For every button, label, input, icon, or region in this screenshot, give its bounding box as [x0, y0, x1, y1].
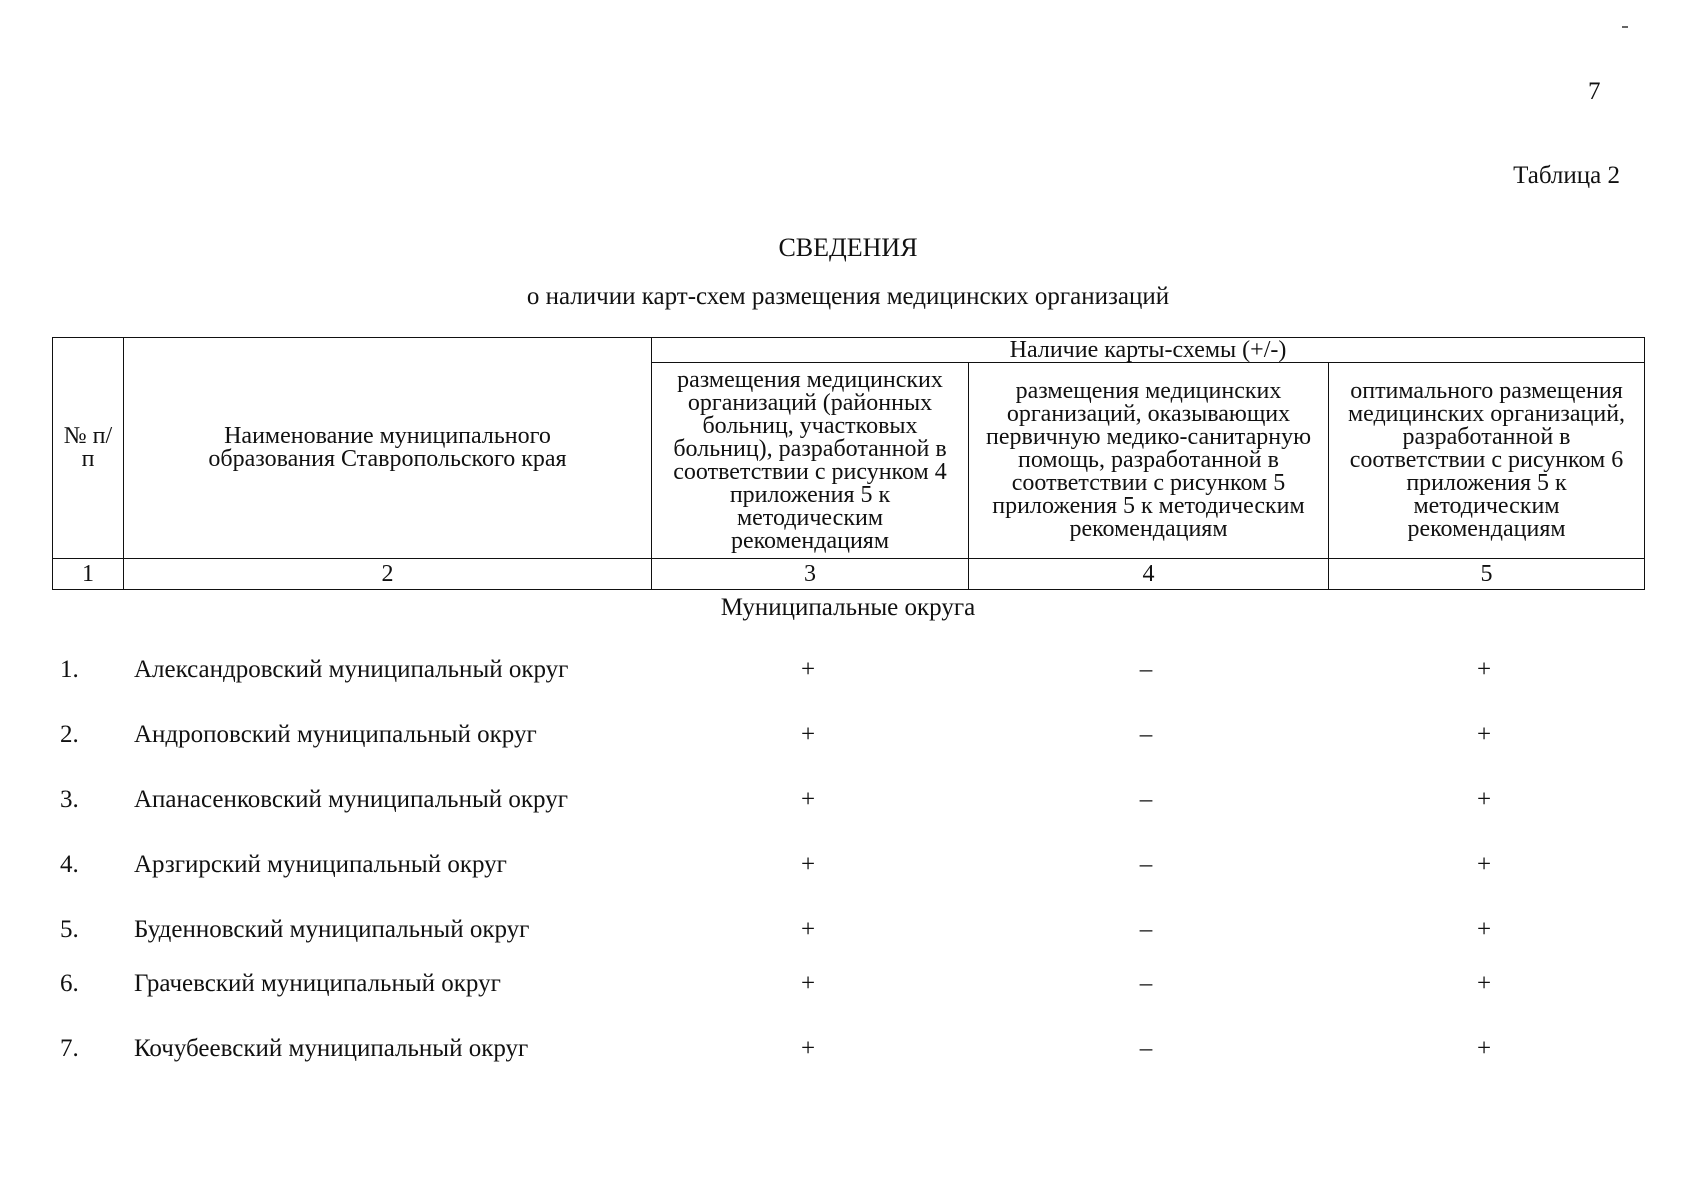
header-col5-cell: оптимального размещения медицинских организаций, разработанной в соответствии с рисунком 6 приложения 5 к методическим рекомендациям [1329, 363, 1645, 559]
row-name: Буденновский муниципальный округ [134, 916, 530, 943]
row-number: 6. [60, 970, 79, 997]
row-col3-mark: + [800, 721, 816, 748]
row-number: 1. [60, 656, 79, 683]
row-col4-mark: – [1139, 916, 1153, 943]
row-number: 4. [60, 851, 79, 878]
row-col5-mark: + [1476, 656, 1492, 683]
col-number-4: 4 [969, 559, 1329, 590]
row-col3-mark: + [800, 786, 816, 813]
col-number-3: 3 [652, 559, 969, 590]
header-num-cell: № п/п [53, 338, 124, 559]
row-col3-mark: + [800, 1035, 816, 1062]
row-number: 2. [60, 721, 79, 748]
row-name: Арзгирский муниципальный округ [134, 851, 507, 878]
row-col3-mark: + [800, 916, 816, 943]
row-name: Апанасенковский муниципальный округ [134, 786, 568, 813]
row-number: 3. [60, 786, 79, 813]
row-col5-mark: + [1476, 916, 1492, 943]
table-label: Таблица 2 [1513, 162, 1620, 189]
row-col3-mark: + [800, 851, 816, 878]
col-number-1: 1 [53, 559, 124, 590]
row-col5-mark: + [1476, 970, 1492, 997]
header-name-cell: Наименование муниципального образования Ставропольского края [124, 338, 652, 559]
row-number: 5. [60, 916, 79, 943]
list-item [0, 721, 1696, 755]
list-item [0, 656, 1696, 690]
document-subtitle: о наличии карт-схем размещения медицинских организаций [526, 283, 1170, 310]
col-number-5: 5 [1329, 559, 1645, 590]
row-col3-mark: + [800, 656, 816, 683]
list-item [0, 851, 1696, 885]
row-col4-mark: – [1139, 1035, 1153, 1062]
row-name: Грачевский муниципальный округ [134, 970, 501, 997]
row-col4-mark: – [1139, 721, 1153, 748]
row-col3-mark: + [800, 970, 816, 997]
row-col4-mark: – [1139, 970, 1153, 997]
row-name: Александровский муниципальный округ [134, 656, 569, 683]
row-col5-mark: + [1476, 721, 1492, 748]
row-name: Андроповский муниципальный округ [134, 721, 537, 748]
list-item [0, 970, 1696, 1004]
col-number-2: 2 [124, 559, 652, 590]
header-group-cell: Наличие карты-схемы (+/-) [652, 338, 1645, 363]
row-number: 7. [60, 1035, 79, 1062]
list-item [0, 786, 1696, 820]
row-col5-mark: + [1476, 851, 1492, 878]
row-col4-mark: – [1139, 851, 1153, 878]
row-col5-mark: + [1476, 1035, 1492, 1062]
row-col4-mark: – [1139, 786, 1153, 813]
section-title: Муниципальные округа [720, 594, 976, 621]
list-item [0, 916, 1696, 950]
page-number: 7 [1588, 78, 1601, 105]
header-col4-cell: размещения медицинских организаций, оказывающих первичную медико-санитарную помощь, разработанной в соответствии с рисунком 5 приложения 5 к методическим рекомендациям [969, 363, 1329, 559]
header-col3-cell: размещения медицинских организаций (районных больниц, участковых больниц), разработанной в соответствии с рисунком 4 приложения 5 к методическим рекомендациям [652, 363, 969, 559]
list-item [0, 1035, 1696, 1069]
row-name: Кочубеевский муниципальный округ [134, 1035, 529, 1062]
document-title: СВЕДЕНИЯ [778, 233, 918, 262]
row-col5-mark: + [1476, 786, 1492, 813]
row-col4-mark: – [1139, 656, 1153, 683]
